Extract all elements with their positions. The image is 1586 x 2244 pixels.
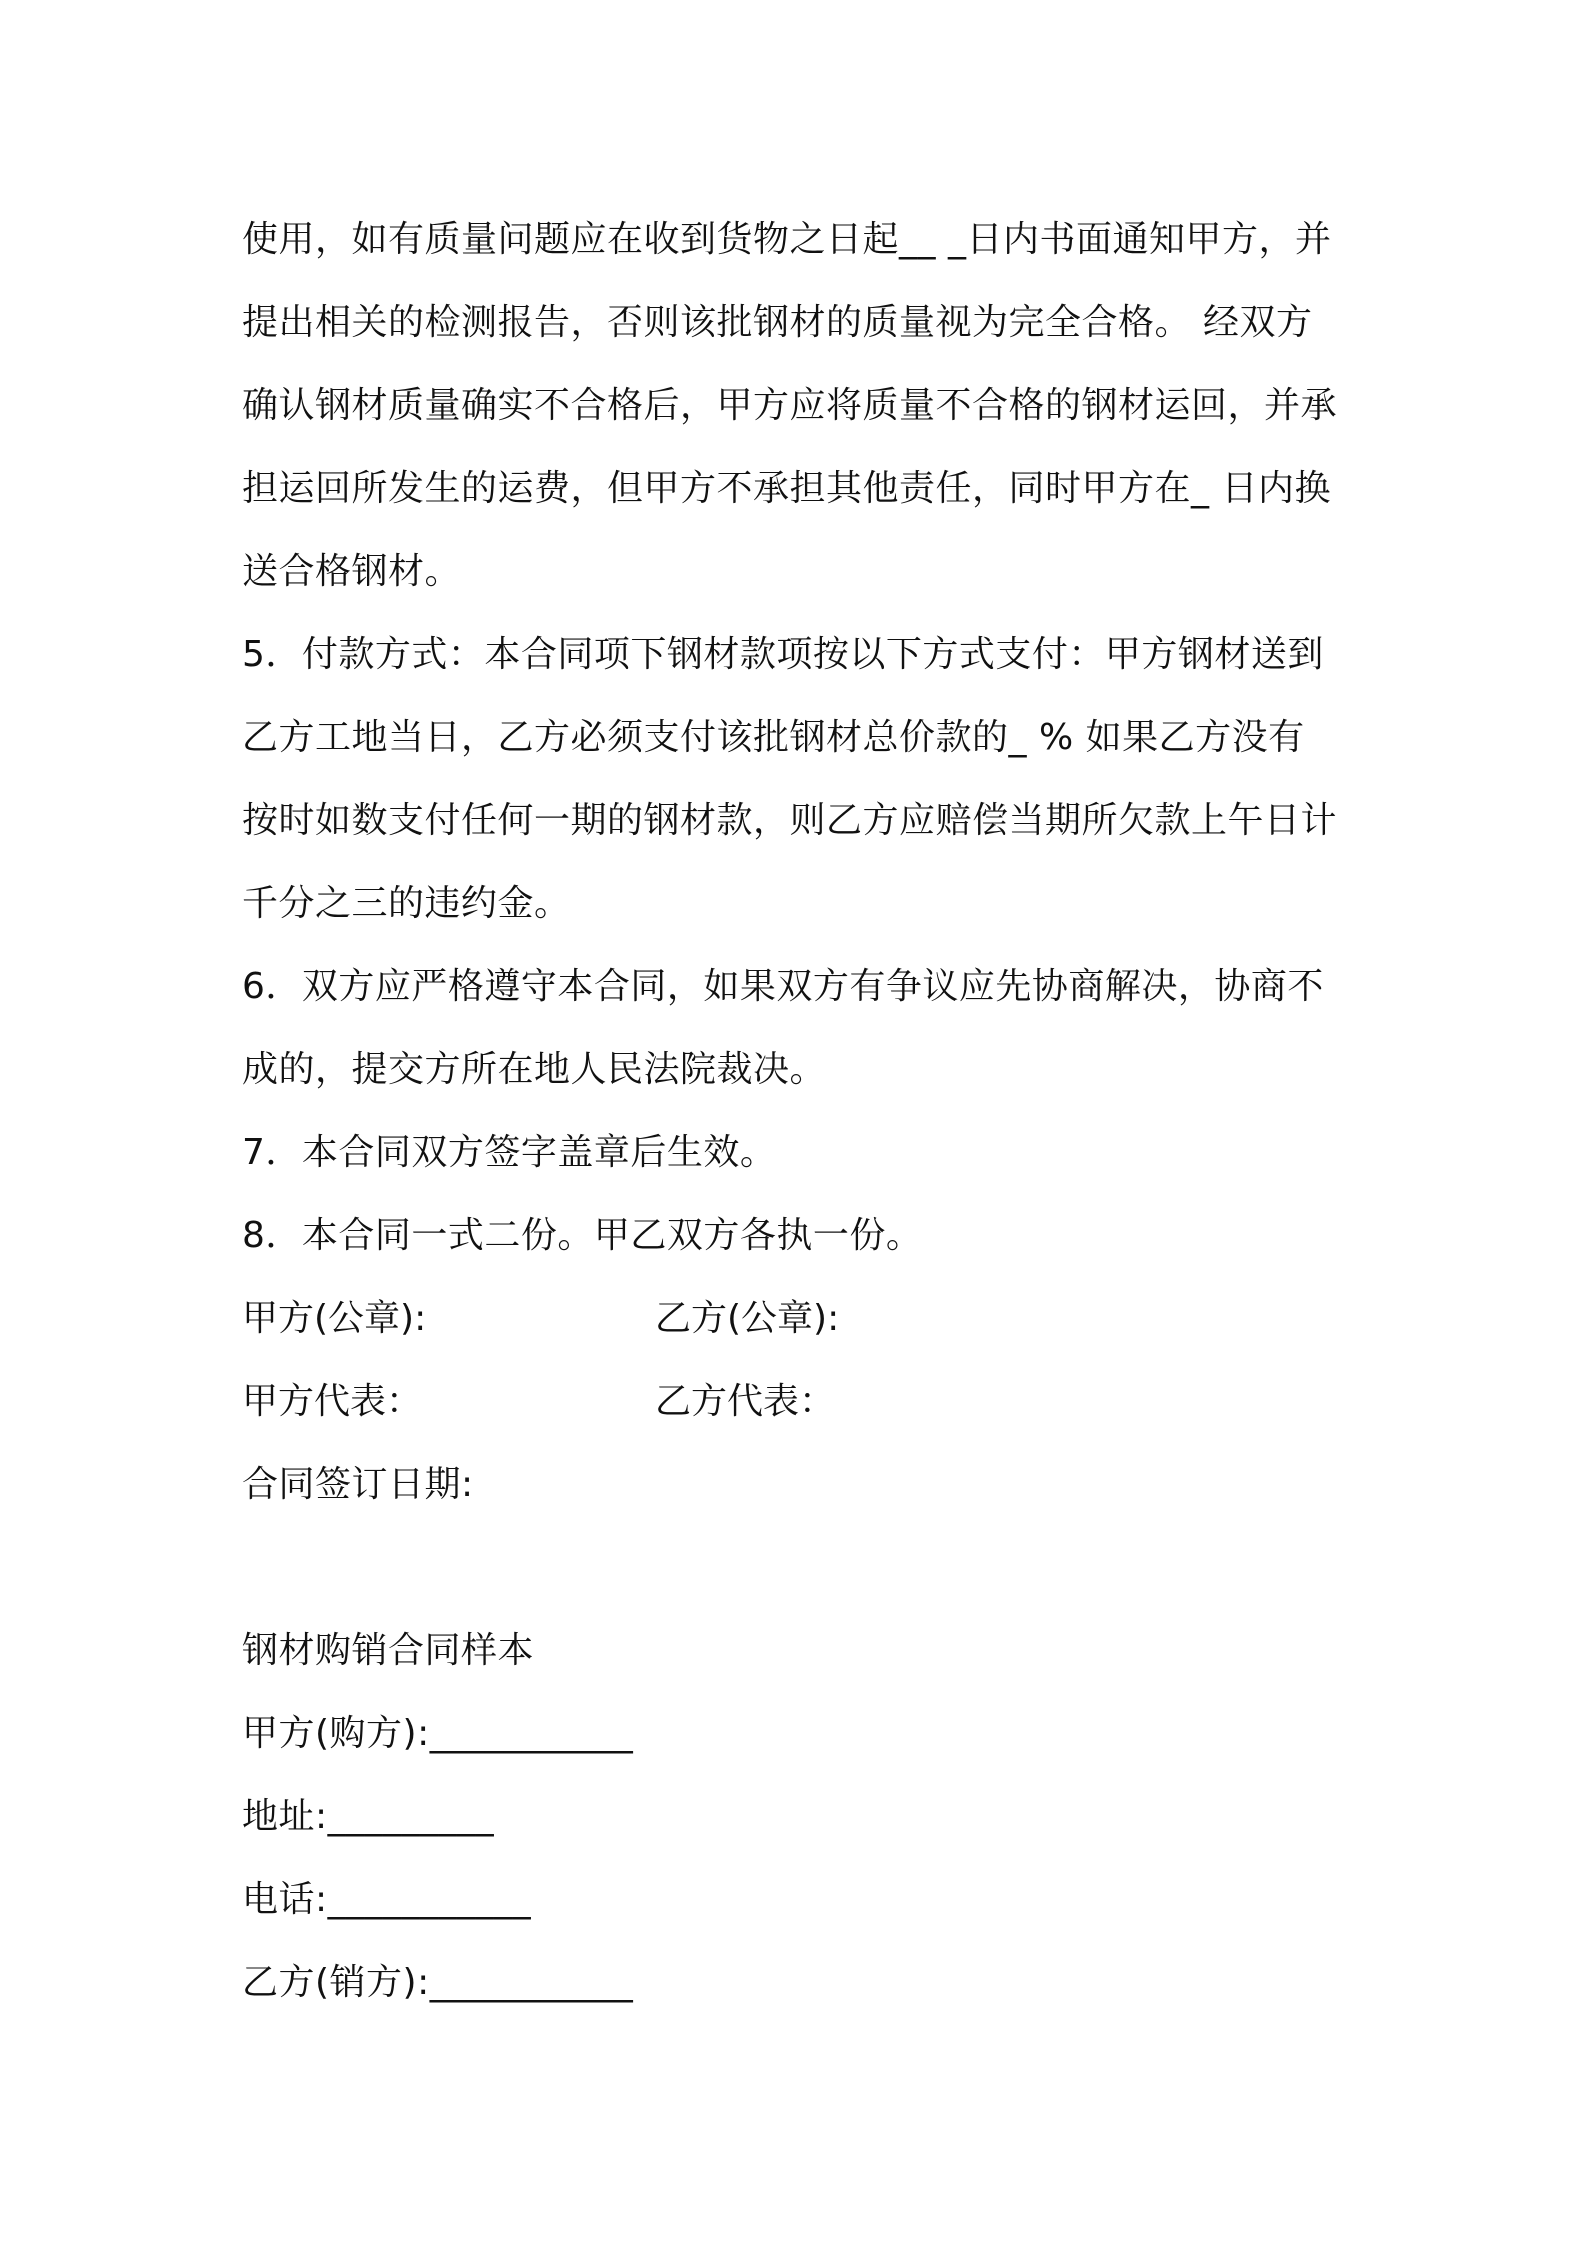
party-b-seal-label: 乙方(公章): <box>655 1298 840 1339</box>
seal-row <box>242 1277 1357 1360</box>
next-contract-title: 钢材购销合同样本 <box>242 1630 535 1671</box>
party-a-rep-label: 甲方代表： <box>242 1381 423 1422</box>
clause7: 7．本合同双方签字盖章后生效。 <box>242 1132 777 1173</box>
clause6-line-1: 6．双方应严格遵守本合同，如果双方有争议应先协商解决，协商不 <box>242 966 1324 1007</box>
address-field: 地址:_________ <box>242 1796 495 1837</box>
clause5-line-4: 千分之三的违约金。 <box>242 883 571 924</box>
representative-row <box>242 1360 1357 1443</box>
clause4-line-4: 担运回所发生的运费，但甲方不承担其他责任，同时甲方在_ 日内换 <box>242 468 1331 509</box>
party-a-buyer-field: 甲方(购方):___________ <box>242 1713 634 1754</box>
clause4-line-2: 提出相关的检测报告，否则该批钢材的质量视为完全合格。 经双方 <box>242 302 1313 343</box>
phone-field: 电话:___________ <box>242 1879 532 1920</box>
clause6-line-2: 成的，提交方所在地人民法院裁决。 <box>242 1049 827 1090</box>
clause5-line-2: 乙方工地当日，乙方必须支付该批钢材总价款的_ % 如果乙方没有 <box>242 717 1305 758</box>
contract-text <box>242 198 1357 2024</box>
clause8: 8．本合同一式二份。甲乙双方各执一份。 <box>242 1215 923 1256</box>
clause5-line-3: 按时如数支付任何一期的钢材款，则乙方应赔偿当期所欠款上午日计 <box>242 800 1338 841</box>
clause4-line-1: 使用，如有质量问题应在收到货物之日起__ _日内书面通知甲方，并 <box>242 219 1332 260</box>
clause5-line-1: 5．付款方式：本合同项下钢材款项按以下方式支付：甲方钢材送到 <box>242 634 1324 675</box>
sign-date-label: 合同签订日期: <box>242 1464 474 1505</box>
party-a-seal-label: 甲方(公章): <box>242 1298 427 1339</box>
party-b-rep-label: 乙方代表： <box>655 1381 836 1422</box>
clause4-line-5: 送合格钢材。 <box>242 551 462 592</box>
clause4-line-3: 确认钢材质量确实不合格后，甲方应将质量不合格的钢材运回，并承 <box>242 385 1338 426</box>
section-gap <box>242 1526 1357 1609</box>
party-b-seller-field: 乙方(销方):___________ <box>242 1962 634 2003</box>
